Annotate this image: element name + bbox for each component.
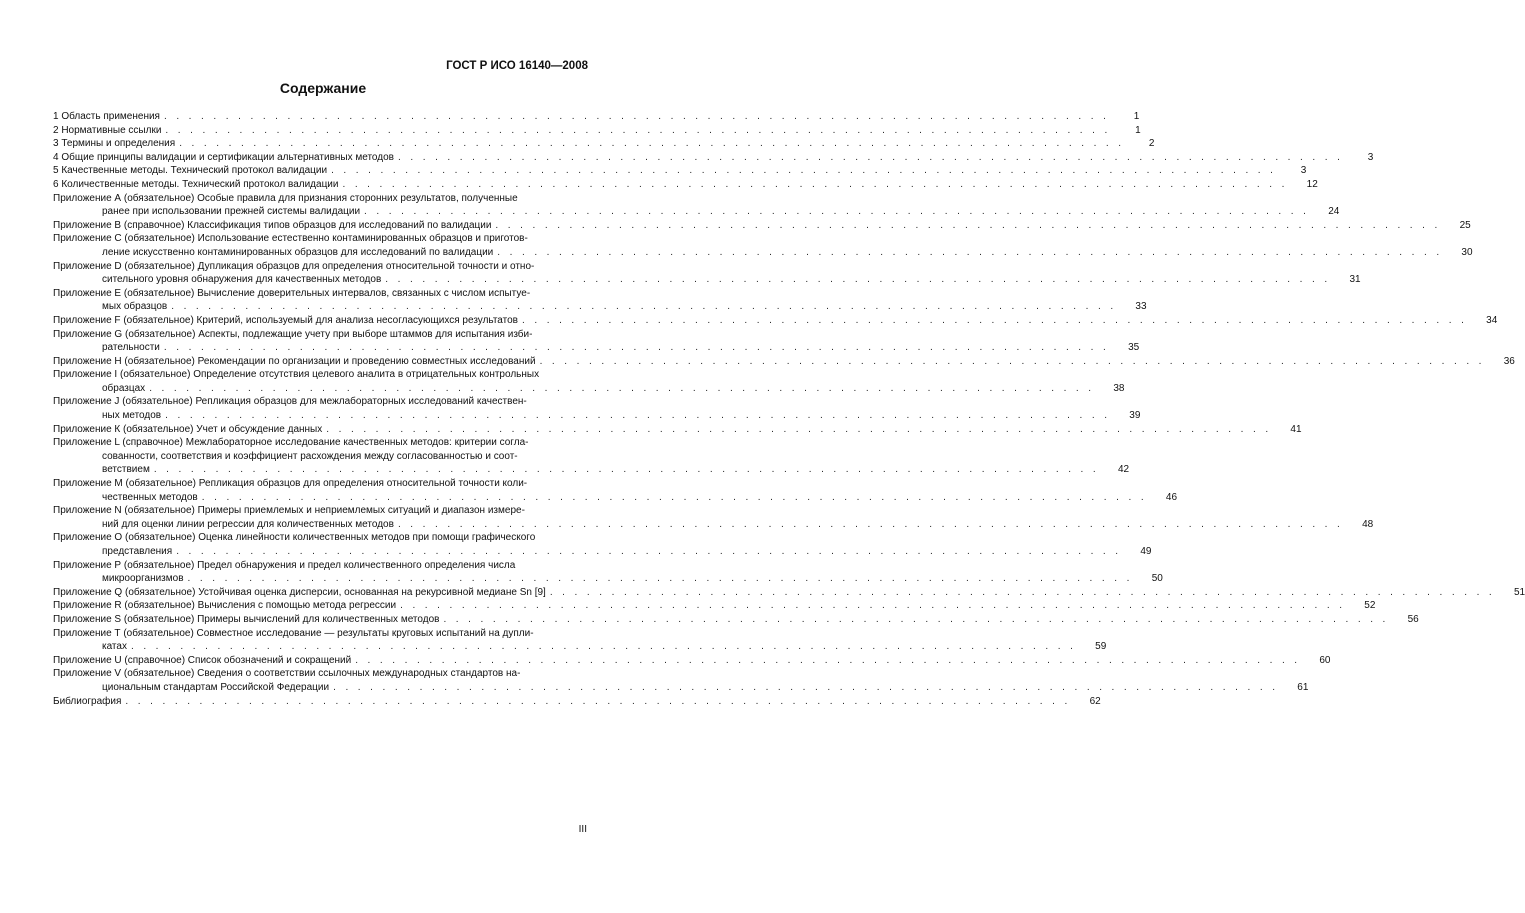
toc-page-number: 39 [1129,410,1141,422]
toc-page-number: 52 [1364,600,1376,612]
toc-page-number: 48 [1362,518,1374,530]
toc-page-number: 59 [1095,641,1107,653]
toc-entry-text: Приложение D (обязательное) Дупликация образцов для определения относительной точности и отно- [53,260,535,272]
toc-line [53,531,590,545]
toc-line [53,273,1361,287]
toc-entry-text: ление искусственно контаминированных образцов для исследований по валидации [102,246,494,258]
toc-page-number: 33 [1135,301,1147,313]
toc-line [53,423,1302,437]
dot-leader: . . . . . . . . . . . . . . . . . . . . . . . . . . . . . . . . . . . . . . . . . . . . . . . . . . . . . . . . . . . . . . . . . . . . . . . . . . . . . [331,165,1277,177]
dot-leader: . . . . . . . . . . . . . . . . . . . . . . . . . . . . . . . . . . . . . . . . . . . . . . . . . . . . . . . . . . . . . . . . . . . . . . . . . . . . . [397,518,1344,530]
toc-entry-text: 5 Качественные методы. Технический протокол валидации [53,165,328,177]
dot-leader: . . . . . . . . . . . . . . . . . . . . . . . . . . . . . . . . . . . . . . . . . . . . . . . . . . . . . . . . . . . . . . . . . . . . . . . . . . . . . [171,301,1117,313]
toc-entry [53,586,1525,600]
toc-line [53,395,590,409]
toc-entry [53,613,1419,627]
toc-line [53,491,1178,505]
toc-line [53,640,1107,654]
toc-page-number: 36 [1503,355,1515,367]
toc-entry-text: представления [102,546,173,557]
toc-line [53,110,1140,124]
dot-leader: . . . . . . . . . . . . . . . . . . . . . . . . . . . . . . . . . . . . . . . . . . . . . . . . . . . . . . . . . . . . . . . . . . . . . . . . . . . . . [125,695,1071,707]
toc-line [53,559,590,573]
toc-entry-text: циональным стандартам Российской Федерации [102,681,330,693]
dot-leader: . . . . . . . . . . . . . . . . . . . . . . . . . . . . . . . . . . . . . . . . . . . . . . . . . . . . . . . . . . . . . . . . . . . . . . . . . . . . . [165,410,1111,422]
toc-line [53,382,1125,396]
toc-line [53,287,590,301]
dot-leader: . . . . . . . . . . . . . . . . . . . . . . . . . . . . . . . . . . . . . . . . . . . . . . . . . . . . . . . . . . . . . . . . . . . . . . . . . . . . . [549,586,1496,598]
toc-line [53,368,590,382]
dot-leader: . . . . . . . . . . . . . . . . . . . . . . . . . . . . . . . . . . . . . . . . . . . . . . . . . . . . . . . . . . . . . . . . . . . . . . . . . . . . . [400,600,1346,612]
toc-entry [53,314,1498,328]
toc-entry-text: Приложение С (обязательное) Использование естественно контаминированных образцов и приготов- [53,233,528,245]
toc-entry [53,368,1125,395]
toc-entry [53,260,1361,287]
dot-leader: . . . . . . . . . . . . . . . . . . . . . . . . . . . . . . . . . . . . . . . . . . . . . . . . . . . . . . . . . . . . . . . . . . . . . . . . . . . . . [522,314,1468,326]
toc-entry-text: сованности, соответствия и коэффициент расхождения между согласованностью и соот- [102,450,518,462]
toc-entry-text: Приложение G (обязательное) Аспекты, подлежащие учету при выборе штаммов для испытания изби- [53,328,533,340]
toc-entry-text: рательности [102,342,160,354]
toc-line [53,151,1374,165]
toc-line [53,300,1147,314]
toc-entry-text: Приложение I (обязательное) Определение отсутствия целевого аналита в отрицательных контрольных [53,369,540,381]
toc-entry-text: Приложение Р (обязательное) Предел обнаружения и предел количественного определения числа [53,559,516,571]
toc-entry [53,178,1318,192]
toc-line [53,192,590,206]
toc-entry-text: катах [102,641,127,653]
toc-page-number: 60 [1319,654,1331,666]
toc-entry-text: 2 Нормативные ссылки [53,124,162,136]
toc-line [53,667,590,681]
toc-entry [53,695,1101,709]
toc-entry [53,328,1140,355]
toc-entry-text: ний для оценки линии регрессии для количественных методов [102,518,394,530]
toc-entry-text: Приложение L (справочное) Межлабораторное исследование качественных методов: критерии согла- [53,437,529,449]
toc-page-number: 34 [1486,314,1498,326]
toc-entry-text: ветствием [102,464,150,476]
toc-entry-text: 3 Термины и определения [53,138,176,150]
toc-entry-text: 4 Общие принципы валидации и сертификации альтернативных методов [53,151,394,163]
toc-entry-text: ных методов [102,410,162,422]
toc-line [53,504,590,518]
toc-entry-text: чественных методов [102,491,198,503]
dot-leader: . . . . . . . . . . . . . . . . . . . . . . . . . . . . . . . . . . . . . . . . . . . . . . . . . . . . . . . . . . . . . . . . . . . . . . . . . . . . . [385,274,1331,286]
dot-leader: . . . . . . . . . . . . . . . . . . . . . . . . . . . . . . . . . . . . . . . . . . . . . . . . . . . . . . . . . . . . . . . . . . . . . . . . . . . . . [443,613,1389,625]
toc-page-number: 49 [1140,546,1152,557]
page-title: Содержание [279,80,367,96]
toc-entry [53,395,1141,422]
toc-line [53,586,1525,600]
toc-line [53,260,590,274]
toc-page-number: 62 [1089,695,1101,707]
toc-page-number: 35 [1128,342,1140,354]
toc-entry [53,192,1340,219]
toc-page-number: 41 [1290,423,1302,435]
dot-leader: . . . . . . . . . . . . . . . . . . . . . . . . . . . . . . . . . . . . . . . . . . . . . . . . . . . . . . . . . . . . . . . . . . . . . . . . . . . . . [333,681,1279,693]
toc-entry [53,232,1473,259]
toc-entry [53,137,1155,151]
table-of-contents [53,110,1525,708]
toc-line [53,246,1473,260]
toc-entry-text: Приложение Н (обязательное) Рекомендации по организации и проведению совместных исследований [53,355,536,367]
toc-entry [53,654,1331,668]
toc-entry-text: Приложение R (обязательное) Вычисления с помощью метода регрессии [53,600,397,612]
toc-page-number: 1 [1135,124,1141,136]
toc-entry-text: Приложение Т (обязательное) Совместное исследование — результаты круговых испытаний на дупли- [53,627,534,639]
toc-entry [53,219,1471,233]
toc-line [53,599,1376,613]
toc-entry-text: сительного уровня обнаружения для качественных методов [102,274,382,286]
toc-entry-text: Приложение Е (обязательное) Вычисление доверительных интервалов, связанных с числом испытуе- [53,287,531,299]
toc-entry [53,667,1309,694]
toc-page-number: 56 [1407,613,1419,625]
toc-entry [53,124,1141,138]
toc-line [53,572,1163,586]
dot-leader: . . . . . . . . . . . . . . . . . . . . . . . . . . . . . . . . . . . . . . . . . . . . . . . . . . . . . . . . . . . . . . . . . . . . . . . . . . . . . [165,124,1111,136]
toc-entry [53,110,1140,124]
toc-entry-text: Приложение U (справочное) Список обозначений и сокращений [53,654,352,666]
toc-line [53,463,1130,477]
toc-entry-text: микроорганизмов [102,573,184,585]
toc-page-number: 61 [1297,681,1309,693]
dot-leader: . . . . . . . . . . . . . . . . . . . . . . . . . . . . . . . . . . . . . . . . . . . . . . . . . . . . . . . . . . . . . . . . . . . . . . . . . . . . . [342,178,1288,190]
toc-line [53,205,1340,219]
toc-page-number: 24 [1328,206,1340,218]
dot-leader: . . . . . . . . . . . . . . . . . . . . . . . . . . . . . . . . . . . . . . . . . . . . . . . . . . . . . . . . . . . . . . . . . . . . . . . . . . . . . [179,138,1125,150]
toc-entry-text: Приложение В (справочное) Классификация типов образцов для исследований по валидации [53,219,492,231]
dot-leader: . . . . . . . . . . . . . . . . . . . . . . . . . . . . . . . . . . . . . . . . . . . . . . . . . . . . . . . . . . . . . . . . . . . . . . . . . . . . . [497,246,1443,258]
toc-line [53,314,1498,328]
toc-line [53,518,1374,532]
toc-page-number: 31 [1349,274,1361,286]
dot-leader: . . . . . . . . . . . . . . . . . . . . . . . . . . . . . . . . . . . . . . . . . . . . . . . . . . . . . . . . . . . . . . . . . . . . . . . . . . . . . [539,355,1485,367]
toc-line [53,328,590,342]
toc-entry [53,423,1302,437]
toc-page-number: 38 [1113,382,1125,394]
toc-entry-text: 1 Область применения [53,111,160,122]
dot-leader: . . . . . . . . . . . . . . . . . . . . . . . . . . . . . . . . . . . . . . . . . . . . . . . . . . . . . . . . . . . . . . . . . . . . . . . . . . . . . [495,219,1441,231]
toc-entry-text: Приложение N (обязательное) Примеры приемлемых и неприемлемых ситуаций и диапазон измере- [53,505,525,517]
toc-entry-text: Приложение V (обязательное) Сведения о соответствии ссылочных международных стандартов на- [53,668,521,680]
toc-line [53,164,1307,178]
toc-line [53,178,1318,192]
dot-leader: . . . . . . . . . . . . . . . . . . . . . . . . . . . . . . . . . . . . . . . . . . . . . . . . . . . . . . . . . . . . . . . . . . . . . . . . . . . . . [201,491,1148,503]
dot-leader: . . . . . . . . . . . . . . . . . . . . . . . . . . . . . . . . . . . . . . . . . . . . . . . . . . . . . . . . . . . . . . . . . . . . . . . . . . . . . [355,654,1301,666]
toc-entry [53,627,1107,654]
toc-page-number: 30 [1461,246,1473,258]
toc-line [53,477,590,491]
toc-line [53,355,1515,369]
dot-leader: . . . . . . . . . . . . . . . . . . . . . . . . . . . . . . . . . . . . . . . . . . . . . . . . . . . . . . . . . . . . . . . . . . . . . . . . . . . . . [149,382,1095,394]
toc-entry [53,504,1374,531]
page-number: III [578,824,587,835]
toc-line [53,627,590,641]
toc-line [53,137,1155,151]
dot-leader: . . . . . . . . . . . . . . . . . . . . . . . . . . . . . . . . . . . . . . . . . . . . . . . . . . . . . . . . . . . . . . . . . . . . . . . . . . . . . [153,464,1100,476]
toc-line [53,450,590,464]
dot-leader: . . . . . . . . . . . . . . . . . . . . . . . . . . . . . . . . . . . . . . . . . . . . . . . . . . . . . . . . . . . . . . . . . . . . . . . . . . . . . [176,546,1122,557]
toc-page-number: 1 [1133,111,1140,122]
toc-entry [53,436,1130,477]
standard-code: ГОСТ Р ИСО 16140—2008 [446,60,588,72]
toc-entry [53,559,1163,586]
toc-entry [53,477,1178,504]
toc-line [53,436,590,450]
toc-line [53,695,1101,709]
toc-page-number: 50 [1151,573,1163,585]
toc-page-number: 3 [1300,165,1307,177]
toc-page-number: 12 [1306,178,1318,190]
toc-line [53,219,1471,233]
toc-page-number: 3 [1367,151,1374,163]
toc-page-number: 2 [1148,138,1155,150]
dot-leader: . . . . . . . . . . . . . . . . . . . . . . . . . . . . . . . . . . . . . . . . . . . . . . . . . . . . . . . . . . . . . . . . . . . . . . . . . . . . . [130,641,1077,653]
toc-entry-text: ранее при использовании прежней системы валидации [102,206,361,218]
toc-entry-text: мых образцов [102,301,168,313]
toc-page-number: 25 [1459,219,1471,231]
toc-line [53,545,1152,559]
toc-line [53,409,1141,423]
toc-entry-text: 6 Количественные методы. Технический протокол валидации [53,178,339,190]
toc-entry-text: Приложение К (обязательное) Учет и обсуждение данных [53,423,323,435]
toc-page-number: 46 [1165,491,1178,503]
toc-entry-text: Библиография [53,695,122,707]
toc-entry-text: Приложение А (обязательное) Особые правила для признания сторонних результатов, полученные [53,192,518,204]
toc-page-number: 51 [1514,586,1525,598]
toc-entry-text: Приложение S (обязательное) Примеры вычислений для количественных методов [53,613,440,625]
toc-line [53,232,590,246]
toc-entry-text: Приложение Q (обязательное) Устойчивая оценка дисперсии, основанная на рекурсивной медиане Sn [9] [53,586,546,598]
toc-page-number: 42 [1117,464,1130,476]
toc-line [53,613,1419,627]
toc-entry [53,151,1374,165]
dot-leader: . . . . . . . . . . . . . . . . . . . . . . . . . . . . . . . . . . . . . . . . . . . . . . . . . . . . . . . . . . . . . . . . . . . . . . . . . . . . . [364,206,1310,218]
toc-entry [53,164,1307,178]
toc-entry [53,599,1376,613]
toc-entry [53,531,1152,558]
toc-entry-text: Приложение М (обязательное) Репликация образцов для определения относительной точности коли- [53,478,528,490]
toc-entry-text: Приложение О (обязательное) Оценка линейности количественных методов при помощи графического [53,532,536,544]
toc-line [53,654,1331,668]
toc-entry [53,355,1515,369]
dot-leader: . . . . . . . . . . . . . . . . . . . . . . . . . . . . . . . . . . . . . . . . . . . . . . . . . . . . . . . . . . . . . . . . . . . . . . . . . . . . . [163,342,1110,354]
dot-leader: . . . . . . . . . . . . . . . . . . . . . . . . . . . . . . . . . . . . . . . . . . . . . . . . . . . . . . . . . . . . . . . . . . . . . . . . . . . . . [163,111,1110,122]
toc-entry-text: Приложение J (обязательное) Репликация образцов для межлабораторных исследований качествен- [53,396,527,408]
toc-entry [53,287,1147,314]
dot-leader: . . . . . . . . . . . . . . . . . . . . . . . . . . . . . . . . . . . . . . . . . . . . . . . . . . . . . . . . . . . . . . . . . . . . . . . . . . . . . [187,573,1133,585]
toc-entry-text: образцах [102,382,146,394]
dot-leader: . . . . . . . . . . . . . . . . . . . . . . . . . . . . . . . . . . . . . . . . . . . . . . . . . . . . . . . . . . . . . . . . . . . . . . . . . . . . . [398,151,1344,163]
dot-leader: . . . . . . . . . . . . . . . . . . . . . . . . . . . . . . . . . . . . . . . . . . . . . . . . . . . . . . . . . . . . . . . . . . . . . . . . . . . . . [326,423,1272,435]
toc-line [53,341,1140,355]
toc-entry-text: Приложение F (обязательное) Критерий, используемый для анализа несогласующихся результатов [53,314,518,326]
toc-line [53,124,1141,138]
toc-line [53,681,1309,695]
